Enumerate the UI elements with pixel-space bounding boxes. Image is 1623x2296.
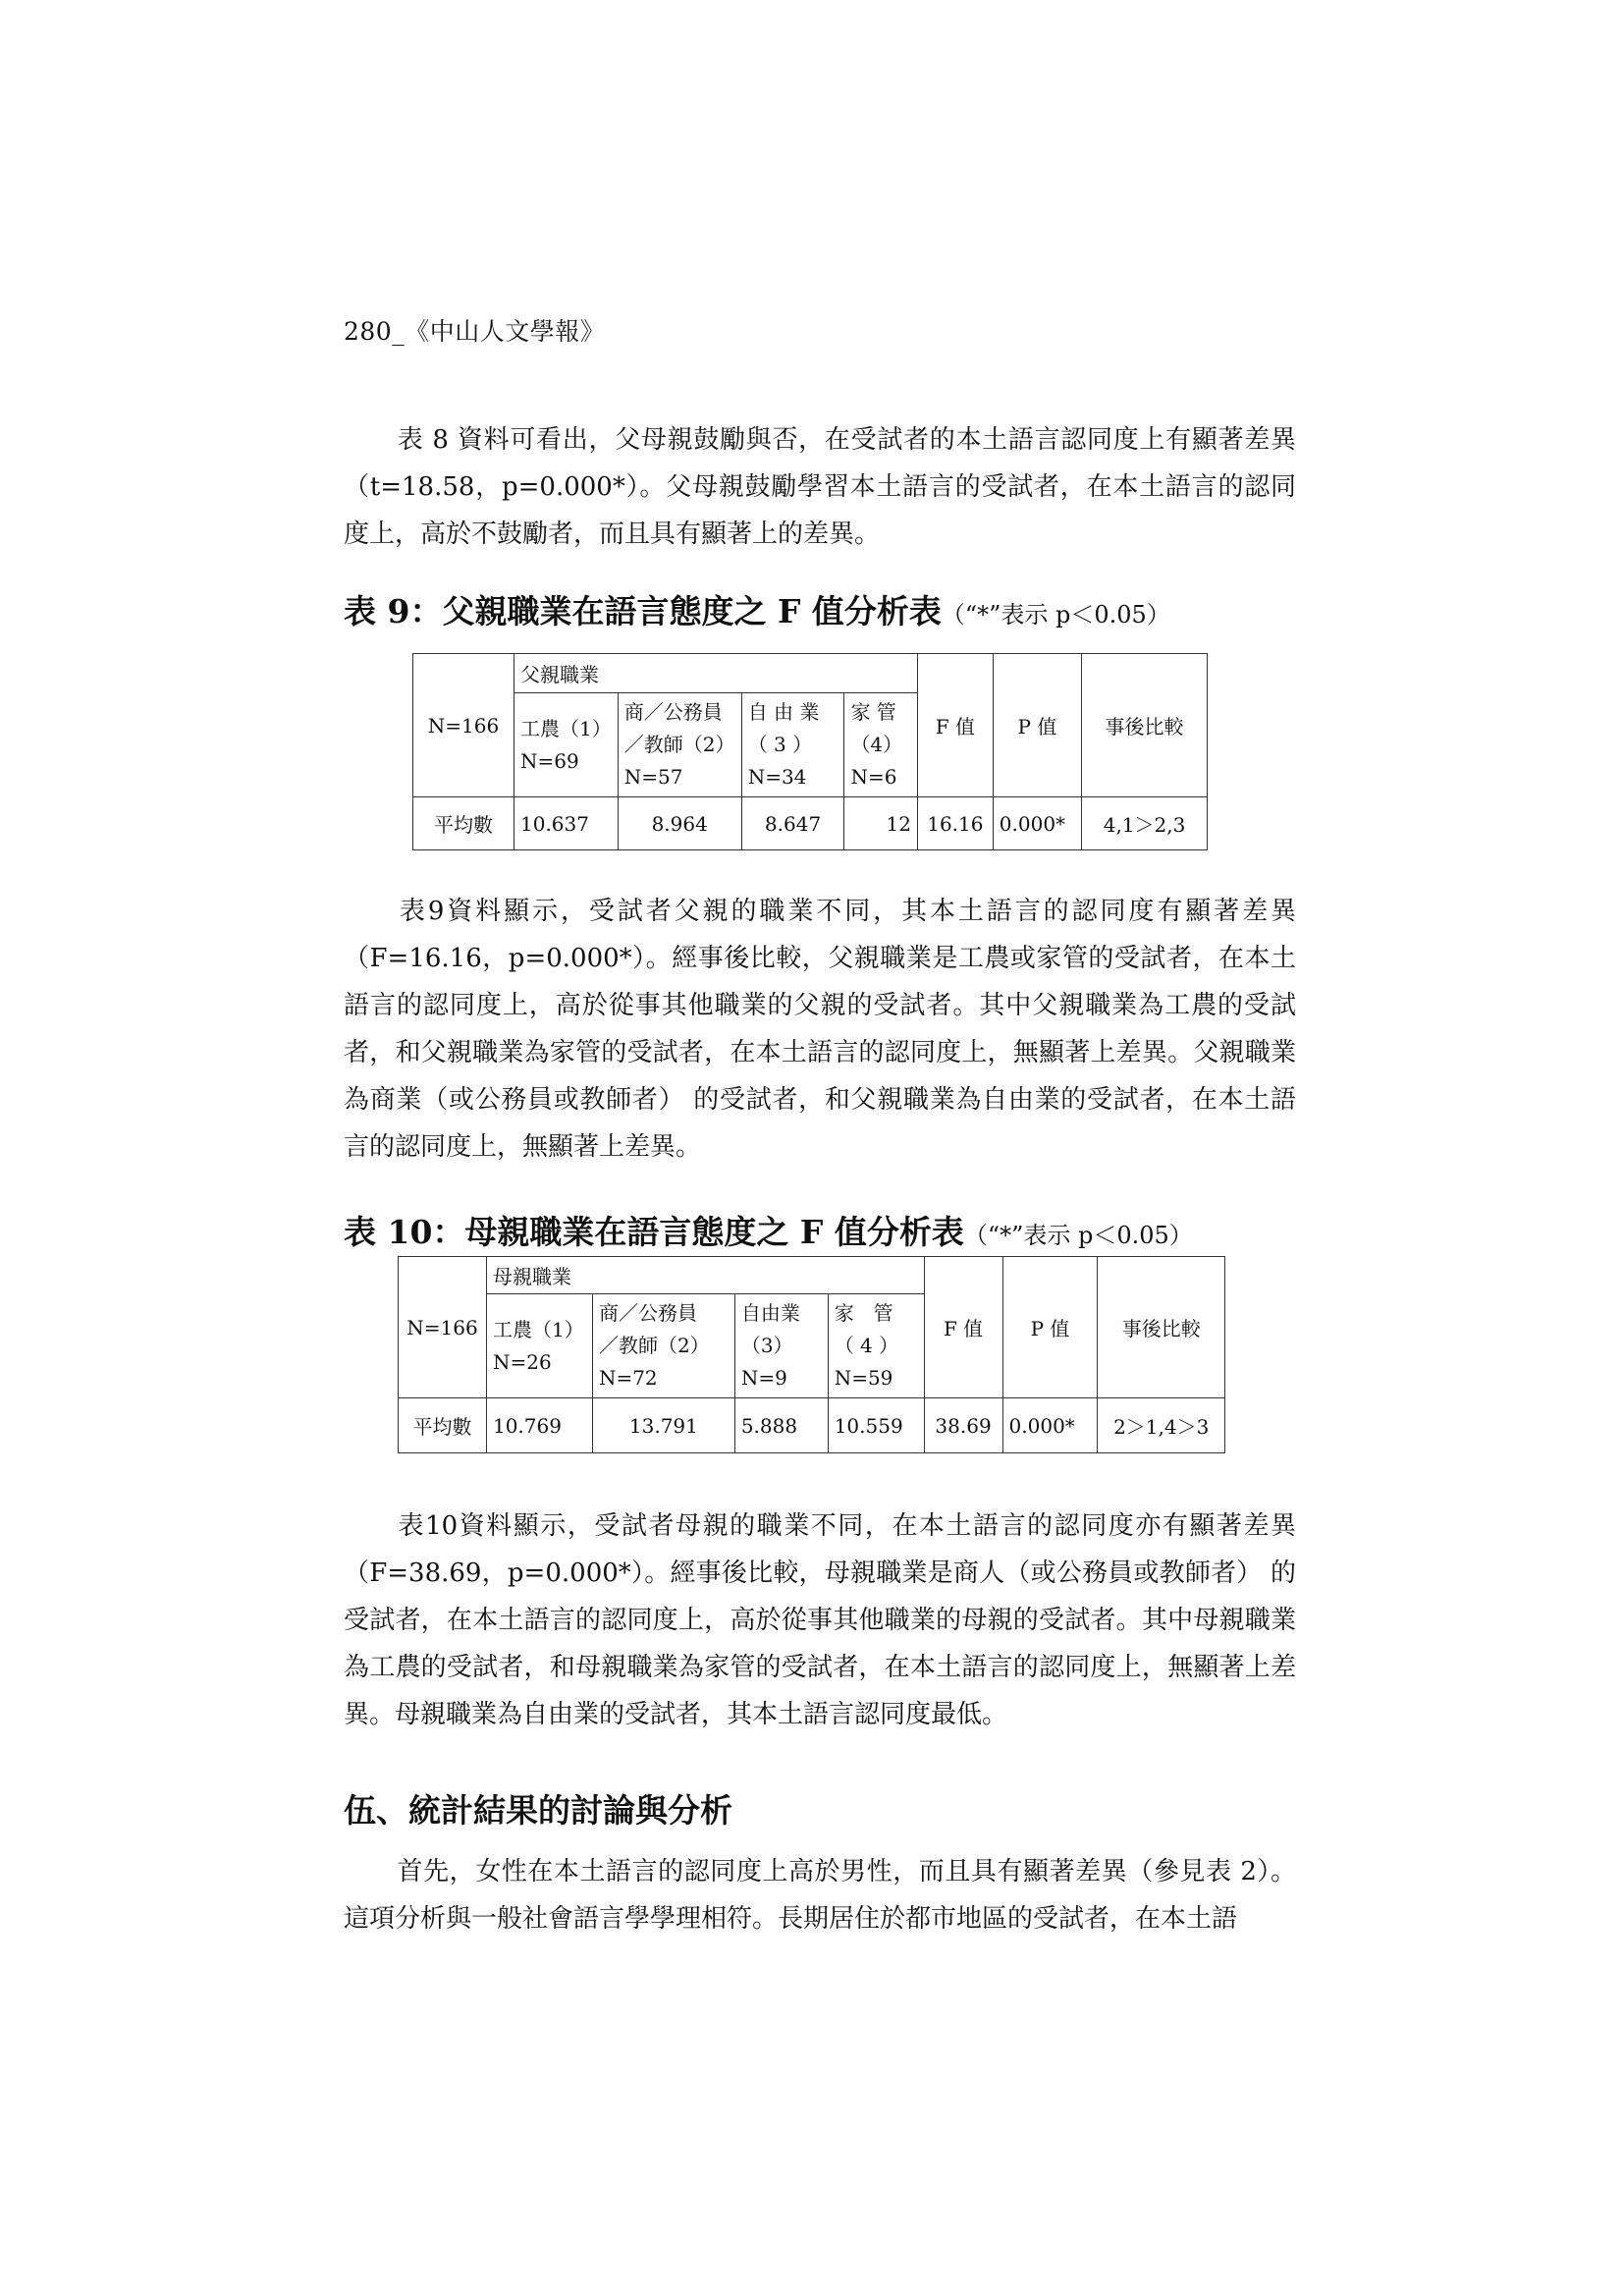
mean-cell: 8.964 xyxy=(618,797,741,850)
col3-line2: （ 3 ） xyxy=(747,733,813,756)
table-row xyxy=(399,1257,1225,1294)
col1-line1: 工農（1） xyxy=(492,1317,584,1341)
column-header-2 xyxy=(592,1294,734,1398)
col2-line3: N=57 xyxy=(623,765,683,789)
col2-line1: 商／公務員 xyxy=(623,700,723,724)
table-10-title: 表 10：母親職業在語言態度之 F 值分析表 xyxy=(344,1213,964,1251)
n-cell: N=166 xyxy=(413,654,514,797)
p-header-cell: P 值 xyxy=(993,654,1081,797)
column-header-4 xyxy=(828,1294,924,1398)
col4-line2: （4） xyxy=(850,733,903,756)
mean-label-cell: 平均數 xyxy=(413,797,514,850)
paragraph-4-text: 首先，女性在本土語言的認同度上高於男性，而且具有顯著差異（參見表 2）。這項分析與一般社會語言學學理相符。長期居住於都市地區的受試者，在本土語 xyxy=(344,1857,1296,1934)
table-9-caption xyxy=(344,586,1170,632)
mean-cell: 10.769 xyxy=(486,1398,592,1453)
f-value-cell: 16.16 xyxy=(917,797,993,850)
mean-cell: 10.559 xyxy=(828,1398,924,1453)
table-9 xyxy=(412,653,1208,850)
table-row xyxy=(399,1398,1225,1453)
col1-line2: N=69 xyxy=(520,748,579,773)
col3-line3: N=9 xyxy=(740,1366,787,1390)
col3-line1: 自 由 業 xyxy=(747,700,820,724)
col4-line3: N=6 xyxy=(850,765,897,789)
mean-label-cell: 平均數 xyxy=(399,1398,487,1453)
col2-line1: 商／公務員 xyxy=(598,1301,697,1325)
col3-line3: N=34 xyxy=(747,765,807,789)
col3-line1: 自由業 xyxy=(740,1301,800,1325)
mean-cell: 13.791 xyxy=(592,1398,734,1453)
mean-cell: 10.637 xyxy=(514,797,619,850)
post-value-cell: 2＞1,4＞3 xyxy=(1098,1398,1225,1453)
p-header-cell: P 值 xyxy=(1002,1257,1098,1398)
col1-line1: 工農（1） xyxy=(520,716,612,740)
paragraph-3-text: 表10資料顯示，受試者母親的職業不同，在本土語言的認同度亦有顯著差異（F=38.69，p=0.000*）。經事後比較，母親職業是商人（或公務員或教師者） 的受試者，在本土語言的認同度上，高於從事其他職業的母親的受試者。其中母親職業為工農的受試者，和母親職業為家管的受試者，在本土語言的認同度上，無顯著上差異。母親職業為自由業的受試者，其本土語言認同度最低。 xyxy=(344,1511,1296,1729)
col4-line1: 家 管 xyxy=(850,700,896,724)
paragraph-2 xyxy=(344,888,1296,1171)
table-10 xyxy=(398,1256,1225,1453)
mean-cell: 8.647 xyxy=(741,797,844,850)
col4-line3: N=59 xyxy=(834,1366,893,1390)
n-cell: N=166 xyxy=(399,1257,487,1398)
column-header-1 xyxy=(514,693,619,797)
paragraph-3 xyxy=(344,1503,1296,1738)
column-header-3 xyxy=(734,1294,828,1398)
table-row xyxy=(413,654,1208,693)
col4-line2: （ 4 ） xyxy=(834,1334,899,1357)
column-header-3 xyxy=(741,693,844,797)
table-10-caption xyxy=(344,1207,1193,1253)
col1-line2: N=26 xyxy=(492,1349,552,1374)
f-header-cell: F 值 xyxy=(917,654,993,797)
column-header-4 xyxy=(844,693,918,797)
p-value-cell: 0.000* xyxy=(1002,1398,1098,1453)
paragraph-1 xyxy=(344,416,1296,558)
column-header-2 xyxy=(618,693,741,797)
col2-line2: ／教師（2） xyxy=(623,733,735,756)
p-value-cell: 0.000* xyxy=(993,797,1081,850)
group-label-cell: 母親職業 xyxy=(486,1257,924,1294)
running-head: 280_《中山人文學報》 xyxy=(344,317,606,346)
column-header-1 xyxy=(486,1294,592,1398)
col4-line1: 家 管 xyxy=(834,1301,893,1325)
paragraph-1-text: 表 8 資料可看出，父母親鼓勵與否，在受試者的本土語言認同度上有顯著差異（t=18.58，p=0.000*）。父母親鼓勵學習本土語言的受試者，在本土語言的認同度上，高於不鼓勵者，而且具有顯著上的差異。 xyxy=(344,425,1296,549)
f-header-cell: F 值 xyxy=(924,1257,1002,1398)
mean-cell: 5.888 xyxy=(734,1398,828,1453)
col2-line2: ／教師（2） xyxy=(598,1334,710,1357)
post-header-cell: 事後比較 xyxy=(1098,1257,1225,1398)
mean-cell: 12 xyxy=(844,797,918,850)
f-value-cell: 38.69 xyxy=(924,1398,1002,1453)
col2-line3: N=72 xyxy=(598,1366,658,1390)
group-label-cell: 父親職業 xyxy=(514,654,918,693)
col3-line2: （3） xyxy=(740,1334,793,1357)
paragraph-2-text: 表9資料顯示，受試者父親的職業不同，其本土語言的認同度有顯著差異（F=16.16，p=0.000*）。經事後比較，父親職業是工農或家管的受試者，在本土語言的認同度上，高於從事其他職業的父親的受試者。其中父親職業為工農的受試者，和父親職業為家管的受試者，在本土語言的認同度上，無顯著上差異。父親職業為商業（或公務員或教師者） 的受試者，和父親職業為自由業的受試者，在本土語言的認同度上，無顯著上差異。 xyxy=(344,897,1296,1162)
table-9-title: 表 9：父親職業在語言態度之 F 值分析表 xyxy=(344,592,942,630)
table-9-note: （“*”表示 p＜0.05） xyxy=(941,601,1170,629)
section-heading: 伍、統計結果的討論與分析 xyxy=(344,1791,732,1830)
post-header-cell: 事後比較 xyxy=(1082,654,1208,797)
table-row xyxy=(413,797,1208,850)
paragraph-4 xyxy=(344,1848,1296,1942)
table-10-note: （“*”表示 p＜0.05） xyxy=(963,1222,1193,1249)
post-value-cell: 4,1＞2,3 xyxy=(1082,797,1208,850)
